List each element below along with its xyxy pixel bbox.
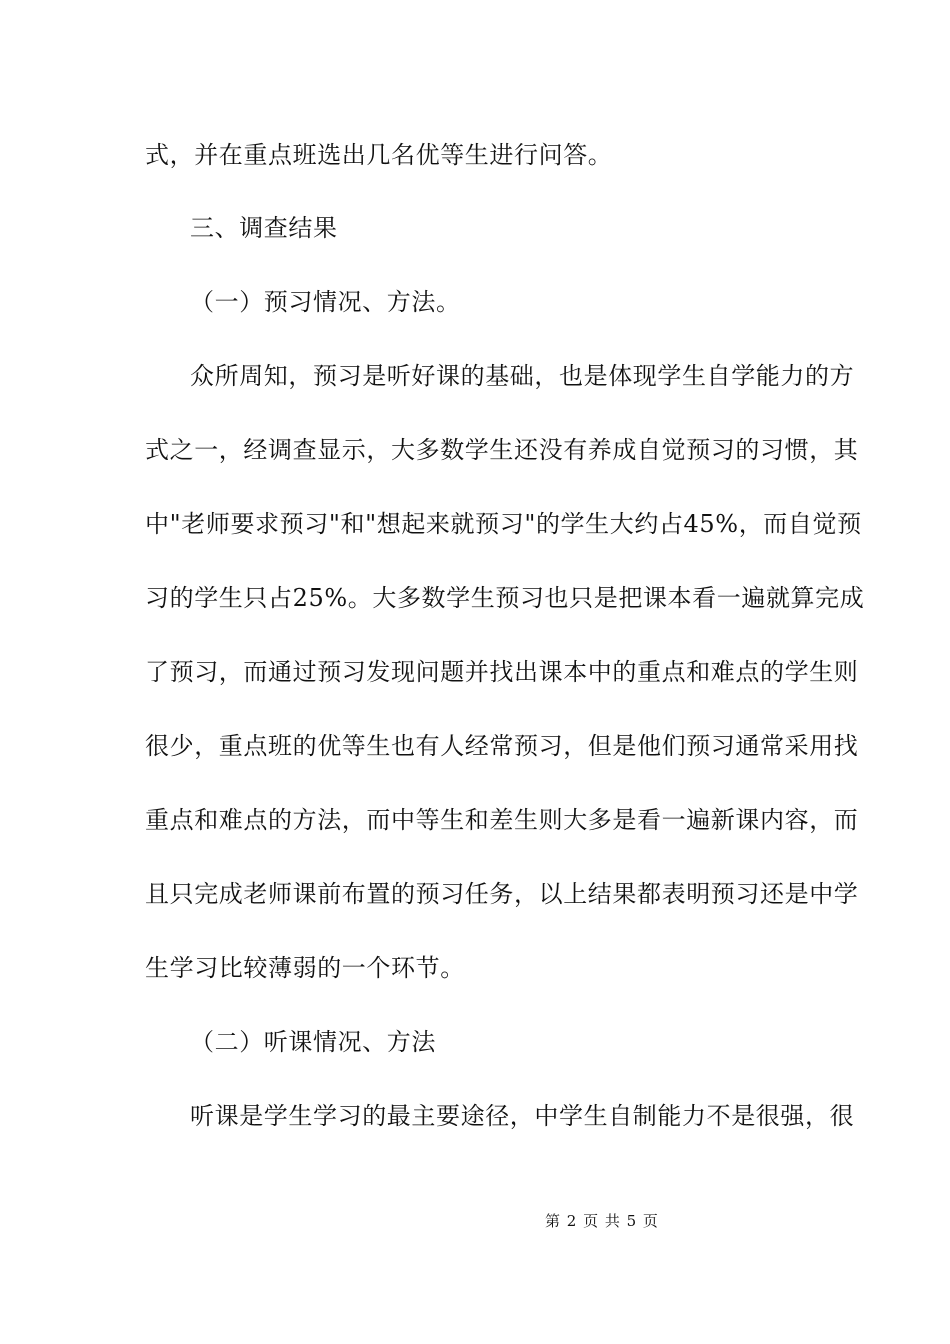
paragraph-line: 式之一，经调查显示，大多数学生还没有养成自觉预习的习惯，其 xyxy=(145,436,859,464)
paragraph-line: 且只完成老师课前布置的预习任务，以上结果都表明预习还是中学 xyxy=(145,880,859,908)
paragraph-line: 式，并在重点班选出几名优等生进行问答。 xyxy=(145,141,613,169)
paragraph-line: 重点和难点的方法，而中等生和差生则大多是看一遍新课内容，而 xyxy=(145,806,859,834)
paragraph-line: 了预习，而通过预习发现问题并找出课本中的重点和难点的学生则 xyxy=(145,658,859,686)
subsection-heading: （二）听课情况、方法 xyxy=(190,1028,436,1056)
subsection-heading: （一）预习情况、方法。 xyxy=(190,288,461,316)
paragraph-line: 很少，重点班的优等生也有人经常预习，但是他们预习通常采用找 xyxy=(145,732,859,760)
paragraph-line: 习的学生只占25%。大多数学生预习也只是把课本看一遍就算完成 xyxy=(145,584,865,612)
paragraph-line: 中"老师要求预习"和"想起来就预习"的学生大约占45%，而自觉预 xyxy=(145,510,862,538)
paragraph-line: 生学习比较薄弱的一个环节。 xyxy=(145,954,465,982)
paragraph-line: 众所周知，预习是听好课的基础，也是体现学生自学能力的方 xyxy=(190,362,855,390)
section-heading: 三、调查结果 xyxy=(190,214,338,242)
page-number-footer: 第 2 页 共 5 页 xyxy=(545,1212,659,1230)
paragraph-line: 听课是学生学习的最主要途径，中学生自制能力不是很强，很 xyxy=(190,1102,855,1130)
